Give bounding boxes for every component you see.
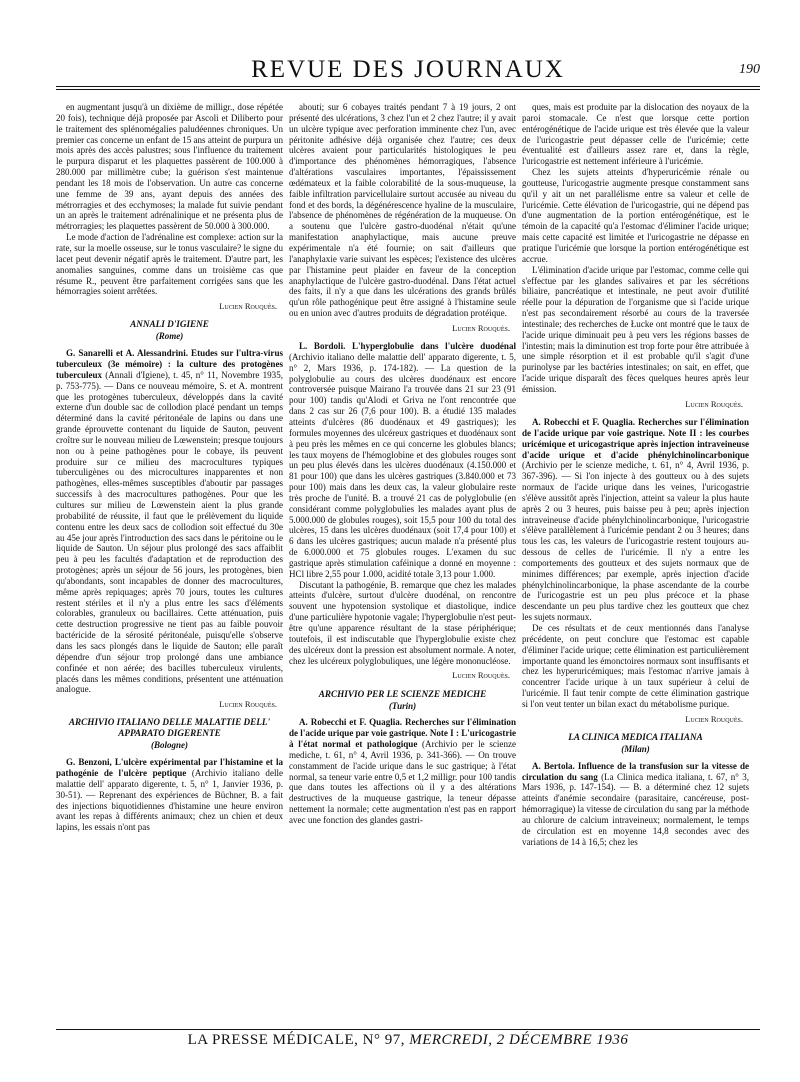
column-3 <box>522 102 749 1022</box>
footer-date: MERCREDI, 2 DÉCEMBRE 1936 <box>409 1032 629 1048</box>
paragraph: De ces résultats et de ceux mentionnés dans l'analyse précédente, on peut conclure que l'estomac est capable d'éliminer l'acide urique; cette élimination est particulièrement importante quand les émonctoires normaux sont insuffisants et chez les hyperuricémiques; mais l'estomac n'arrive jamais à concentrer l'acide urique à un taux supérieur à celui de l'uricémie. Il faut tenir compte de cette élimination gastrique si l'on veut tenter un bilan exact du métabolisme purique. <box>522 623 749 709</box>
column-2 <box>289 102 516 1022</box>
page-number: 190 <box>739 62 760 77</box>
page-footer <box>56 1029 760 1051</box>
paragraph: en augmentant jusqu'à un dixième de milligr., dose répétée 20 fois), technique déjà proposée par Ascoli et Diliberto pour le traitement des splénomégalies paludéennes chroniques. Un premier cas concerne un enfant de 15 ans atteint de purpura un mois après des accès palustres; sous l'influence du traitement le purpura disparut et les plaquettes passèrent de 100.000 à 280.000 par millimètre cube; la guérison s'est maintenue pendant les 18 mois de l'observation. Un autre cas concerne une femme de 39 ans, ayant depuis des années des métrorragies et des ecchymoses; la malade fut suivie pendant un an après le traitement adrénalinique et ne présenta plus de métrorragies; les plaquettes passèrent de 50.000 à 300.000. <box>56 102 283 232</box>
author-signature: Lucien Rouquès. <box>685 713 743 724</box>
section-city: (Milan) <box>621 743 650 754</box>
article-body: (Archivio per le scienze mediche, t. 61, n° 4, Avril 1936, p. 367-396). — Si l'on injecte à des goutteux ou à des sujets normaux de l'acide urique dans les veines, l'uricogastrie s'élève aussitôt après l'injection, atteint sa valeur la plus haute après 2 ou 3 heures, puis baisse peu à peu; après injection intraveineuse d'acide phénylchinolincarbonique, l'uricogastrie s'élève parallèlement à l'uricémie pendant 2 ou 3 heures; dans tous les cas, les valeurs de l'uricogastrie restent toujours au-dessous de celles de l'uricémie. Il n'y a entre les comportements des goutteux et des sujets normaux que de minimes différences; par exemple, après injection d'acide phénylchinolincarbonique, la phase ascendante de la courbe de l'uricogastrie est un peu plus précoce et la phase descendante un peu plus tardive chez les goutteux que chez les sujets normaux. <box>522 460 749 623</box>
section-city: (Turin) <box>388 700 417 711</box>
author-signature: Lucien Rouquès. <box>219 301 277 312</box>
section-heading: ANNALI D'IGIENE <box>130 319 209 330</box>
article-body: (Annali d'Igiene), t. 45, n° 11, Novembre 1935, p. 753-775). — Dans ce nouveau mémoire, S. et A. montrent que les protogènes tuberculeux, développés dans la cavité externe d'un double sac de collodion placé pendant un temps déterminé dans la cavité péritonéale de lapins ou dans une grande éprouvette contenant du liquide de Sauton, peuvent croître sur le nouveau milieu de Lœwenstein; presque toujours non ou à peine pathogènes pour le cobaye, ils peuvent produire sur ce milieu des macrocultures typiques tuberculigènes ou des microcultures inapparentes et non pathogènes, elles-mêmes susceptibles d'aboutir par passages successifs à des macrocultures pathogènes. Pour que les cultures sur milieu de Lœwenstein aient la plus grande probabilité de réussite, il faut que le prélèvement du liquide contenu entre les deux sacs de collodion soit effectué du 30e au 45e jour après l'introduction des sacs dans le péritoine ou le liquide de Sauton. Un séjour plus prolongé des sacs affaiblit peu à peu les facultés d'adaptation et de reproduction des protogènes; après un séjour de 56 jours, les protogènes, bien qu'abondants, sont incapables de donner des macrocultures, même après repiquages; après 70 jours, toutes les cultures restent stériles et il n'y a plus entre les sacs d'éléments colorables, granuleux ou bacillaires. Cette atténuation, puis cette destruction progressive ne tient pas au faible pouvoir bactéricide de la sérosité péritonéale, puisqu'elle s'observe dans les sacs plongés dans le liquide de Sauton; elle paraît dépendre d'un séjour trop prolongé dans une ambiance confinée et non aérée; des bacilles tuberculeux virulents, placés dans les mêmes conditions, présentent une atténuation analogue. <box>56 369 283 695</box>
article-title: A. Bertola. Influence de la transfusion sur la vitesse de circulation du sang <box>522 760 749 782</box>
author-signature: Lucien Rouquès. <box>219 699 277 710</box>
paragraph: L'élimination d'acide urique par l'estomac, comme celle qui s'effectue par les glandes salivaires et par les sécrétions biliaire, pancréatique et intestinale, ne peut avoir d'utilité réelle pour la dépuration de l'organisme que si l'acide urique n'est pas secondairement résorbé au cours de la traversée intestinale; des recherches de Łucke ont montré que le taux de l'acide urique diminuait peu à peu vers les régions basses de l'intestin; mais la diminution est trop forte pour être attribuée à une simple résorption et il est probable qu'il s'agit d'une purinolyse par les bactéries intestinales; on sait, en effet, que l'acide urique disparaît des fèces quelques heures après leur émission. <box>522 264 749 394</box>
section-heading: LA CLINICA MEDICA ITALIANA <box>568 731 703 742</box>
article-body: (Archivio per le scienze mediche, t. 61, n° 4, Avril 1936, p. 341-366). — On trouve constamment de l'acide urique dans le suc gastrique; à l'état normal, sa teneur varie entre 0,5 et 1,2 milligr. pour 100 tandis que dans toutes les affections où il y a des altérations destructives de la muqueuse gastrique, la teneur dépasse nettement la normale; cette augmentation n'est pas en rapport avec une fonction des glandes gastri- <box>289 739 516 825</box>
paragraph: Discutant la pathogénie, B. remarque que chez les malades atteints d'ulcère, surtout d'ulcère duodénal, on rencontre souvent une hypotension systolique et diastolique, indice d'une particulière hypotonie vagale; l'hyperglobulie n'est peut-être qu'une apparence résultant de la stase périphérique; toutefois, il est indiscutable que l'hyperglobulie existe chez des ulcéreux dont la pression est absolument normale. A noter, chez les ulcéreux polyglobuliques, une légère mononucléose. <box>289 579 516 666</box>
author-signature: Lucien Rouquès. <box>452 670 510 681</box>
header-rule-thin <box>56 89 760 90</box>
footer-text <box>56 1032 760 1049</box>
header-rule <box>56 86 760 87</box>
section-city: (Bologne) <box>151 740 188 751</box>
article-body: (Archivio italiano delle malattie dell' apparato digerente, t. 5, n° 2, Mars 1936, p. 174-182). — La question de la polyglobulie au cours des ulcères duodénaux est encore controversée puisque Mairano l'a trouvée dans 21 sur 23 (91 pour 100) tandis qu'Alodi et Griva ne l'ont rencontrée que dans 2 cas sur 26 (7,6 pour 100). B. a étudié 135 malades atteints d'ulcères (86 duodénaux et 49 gastriques); les formules moyennes des ulcéreux gastriques et duodénaux sont à peu près les mêmes en ce qui concerne les globules blancs; les taux moyens de l'hémoglobine et des globules rouges sont un peu plus élevés dans les ulcères duodénaux (4.150.000 et 81 pour 100) que dans les ulcères gastriques (3.840.000 et 73 pour 100) mais dans les deux cas, la valeur globulaire reste très proche de l'unité. B. a trouvé 21 cas de polyglobulie (en considérant comme polyglobulies les malades ayant plus de 5.000.000 de globules rouges), soit 15,5 pour 100 du total des ulcères, 15 dans les ulcères duodénaux (soit 17,4 pour 100) et 6 dans les ulcères gastriques; aucun malade n'a présenté plus de 6.000.000 et 75 globules rouges. L'examen du suc gastrique après stimulation caféinique a donné en moyenne : HCl libre 2,55 pour 1.000, acidité totale 3,13 pour 1.000. <box>289 351 516 579</box>
article-title: G. Sanarelli et A. Alessandrini. Etudes sur l'ultra-virus tuberculeux (3e mémoire) : la culture des protogènes tuberculeux <box>56 348 283 380</box>
article-title: A. Robecchi et F. Quaglia. Recherches sur l'élimination de l'acide urique par voie gastrique. Note II : les courbes uricémique et uricogastrique après injection intraveineuse d'acide urique et d'acide phénylchinolincarbonique <box>522 416 749 460</box>
page-header <box>56 56 760 90</box>
page-title: REVUE DES JOURNAUX <box>251 56 565 83</box>
article-body: (La Clinica medica italiana, t. 67, n° 3, Mars 1936, p. 147-154). — B. a déterminé chez 12 sujets atteints d'anémie secondaire (parasitaire, cancéreuse, post-hémorragique) la vitesse de circulation du sang par la méthode au chlorure de calcium intraveineux; normalement, le temps de circulation est en moyenne 14,8 secondes avec des variations de 14 à 16,5; chez les <box>522 771 749 847</box>
author-signature: Lucien Rouquès. <box>685 398 743 409</box>
article-title: G. Benzoni, L'ulcère expérimental par l'histamine et la pathogénie de l'ulcère peptique <box>56 757 283 779</box>
article <box>289 341 516 580</box>
article-body: (Archivio italiano delle malattie dell' apparato digerente, t. 5, n° 1, Janvier 1936, p. 30-51). — Reprenant des expériences de Büchner, B. a fait des injections biquotidiennes d'histamine une heure environ avant les repas à différents animaux; chez un chien et deux lapins, les essais n'ont pas <box>56 768 283 833</box>
section-city: (Rome) <box>155 331 184 342</box>
section-heading: ARCHIVIO ITALIANO DELLE MALATTIE DELL' APPARATO DIGERENTE <box>68 717 271 739</box>
article-title: L. Bordoli. L'hyperglobulie dans l'ulcère duodénal <box>299 341 516 352</box>
article <box>56 348 283 695</box>
article <box>522 761 749 848</box>
article <box>56 757 283 833</box>
author-signature: Lucien Rouquès. <box>452 322 510 333</box>
paragraph: ques, mais est produite par la dislocation des noyaux de la paroi stomacale. Ce n'est que lorsque cette portion entérogénétique de l'acide urique est très élevée que la valeur de l'uricogastrie peut dépasser celle de l'uricémie; cette éventualité est d'ailleurs assez rare et, dans la règle, l'uricogastrie est nettement inférieure à l'uricémie. <box>522 102 749 167</box>
article-title: A. Robecchi et F. Quaglia. Recherches sur l'élimination de l'acide urique par voie gastrique. Note I : L'uricogastrie à l'état normal et pathologique <box>289 717 516 750</box>
paragraph: Le mode d'action de l'adrénaline est complexe: action sur la rate, sur la moelle osseuse, sur le tonus vasculaire? le signe du lacet peut devenir négatif après le traitement. D'autre part, les anomalies sanguines, comme dans un troisième cas que résume R., peuvent être parfaitement corrigées sans que les hémorragies soient arrêtées. <box>56 232 283 297</box>
footer-rule <box>56 1029 760 1030</box>
paragraph: Chez les sujets atteints d'hyperuricémie rénale ou goutteuse, l'uricogastrie augmente presque constamment sans qu'il y ait un net parallélisme entre sa valeur et celle de l'uricémie. Cette élévation de l'uricogastrie, qui ne dépend pas d'une augmentation de la portion entérogénétique, est le témoin de la capacité qu'a l'estomac d'éliminer l'acide urique; mais cette capacité est limitée et l'uricogastrie ne dépasse en pratique l'uricémie que lorsque la portion entérogénétique est accrue. <box>522 167 749 264</box>
article <box>522 417 749 623</box>
article <box>289 717 516 825</box>
section-heading: ARCHIVIO PER LE SCIENZE MEDICHE <box>318 688 487 699</box>
footer-journal: LA PRESSE MÉDICALE, N° 97, <box>187 1032 405 1048</box>
column-1 <box>56 102 283 1022</box>
paragraph: abouti; sur 6 cobayes traités pendant 7 à 19 jours, 2 ont présenté des ulcérations, 3 chez l'un et 2 chez l'autre; il y avait un ulcère typique avec perforation imminente chez l'un, avec péritonite adhésive déjà organisée chez l'autre; ces deux ulcères avaient pour particularités histologiques le peu d'importance des phénomènes hémorragiques, l'absence d'altérations vasculaires importantes, l'épaississement œdémateux et la faible colorabilité de la sous-muqueuse, la faible infiltration parvicellulaire surtout accusée au niveau du fond et des bords, la dégénérescence hyaline de la musculaire, l'absence de phénomènes de régénération de la muqueuse. On a soutenu que l'ulcère gastro-duodénal n'était qu'une manifestation anaphylactique, mais aucune preuve expérimentale n'a été fournie; on sait d'ailleurs que l'anaphylaxie varie suivant les espèces; l'existence des ulcères par l'histamine peut plaider en faveur de la conception anaphylactique de l'ulcère gastro-duodénal. Dans l'état actuel des faits, il n'y a que dans les ulcérations des grands brûlés qu'un rôle pathogénique peut être assigné à l'histamine seule ou en union avec d'autres produits de dégradation protéique. <box>289 102 516 319</box>
